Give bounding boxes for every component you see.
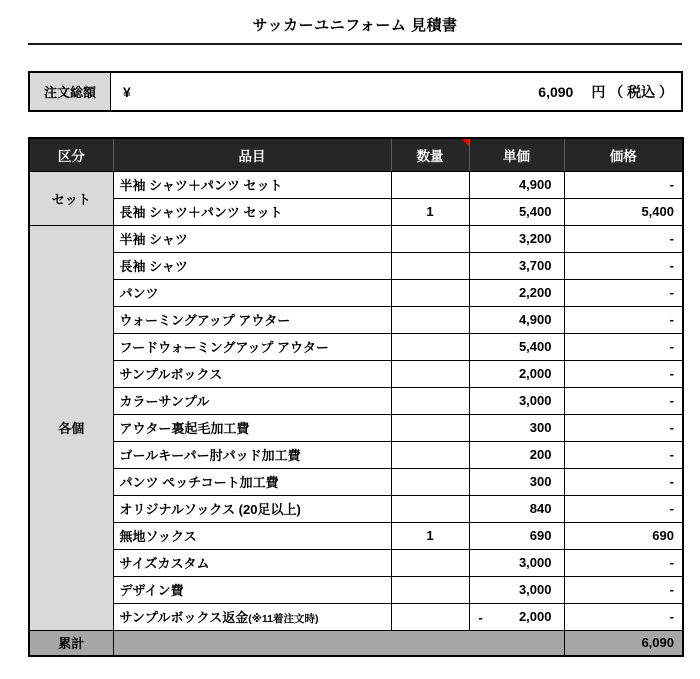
item-name-cell: パンツ: [113, 279, 391, 306]
table-row: [29, 414, 683, 441]
table-row: [29, 333, 683, 360]
quantity-cell[interactable]: [391, 549, 469, 576]
column-header-quantity: 数量: [391, 138, 469, 171]
price-cell: -: [564, 495, 683, 522]
price-cell: -: [564, 549, 683, 576]
unit-price-cell: 3,200: [469, 225, 564, 252]
unit-price-cell: 3,000: [469, 576, 564, 603]
price-cell: -: [564, 279, 683, 306]
quantity-cell[interactable]: [391, 252, 469, 279]
table-row: [29, 360, 683, 387]
item-name-cell: サンプルボックス: [113, 360, 391, 387]
table-row: [29, 171, 683, 198]
column-header-unit-price: 単価: [469, 138, 564, 171]
column-header-price: 価格: [564, 138, 683, 171]
unit-price-cell: 5,400: [469, 198, 564, 225]
price-cell: -: [564, 171, 683, 198]
grand-total-row: [29, 630, 683, 656]
table-row: [29, 279, 683, 306]
category-cell: セット: [29, 171, 113, 225]
quantity-cell[interactable]: [391, 333, 469, 360]
grand-total-label: 累計: [29, 630, 113, 656]
unit-price-cell: 300: [469, 414, 564, 441]
item-name-cell: 長袖 シャツ＋パンツ セット: [113, 198, 391, 225]
price-cell: -: [564, 441, 683, 468]
unit-price-cell: 4,900: [469, 171, 564, 198]
item-name-cell: アウター裏起毛加工費: [113, 414, 391, 441]
column-header-category: 区分: [29, 138, 113, 171]
price-cell: -: [564, 225, 683, 252]
item-name-cell: 半袖 シャツ: [113, 225, 391, 252]
unit-price-cell: 200: [469, 441, 564, 468]
price-cell: -: [564, 603, 683, 630]
item-name-cell: 無地ソックス: [113, 522, 391, 549]
page-title: サッカーユニフォーム 見積書: [252, 17, 458, 34]
table-row: [29, 441, 683, 468]
unit-price-cell: 300: [469, 468, 564, 495]
table-row: [29, 387, 683, 414]
table-row: [29, 468, 683, 495]
order-total-unit: 円 （ 税込 ）: [591, 83, 673, 100]
order-total-label: 注文総額: [30, 73, 111, 110]
price-cell: -: [564, 333, 683, 360]
category-cell: 各個: [29, 225, 113, 630]
quantity-cell[interactable]: 1: [391, 522, 469, 549]
quantity-cell[interactable]: [391, 576, 469, 603]
price-cell: -: [564, 360, 683, 387]
table-row: [29, 522, 683, 549]
quantity-cell[interactable]: [391, 441, 469, 468]
item-name-cell: 半袖 シャツ＋パンツ セット: [113, 171, 391, 198]
order-total-amount: 6,090: [538, 83, 574, 100]
quantity-cell[interactable]: [391, 225, 469, 252]
item-name-cell: デザイン費: [113, 576, 391, 603]
table-row: [29, 225, 683, 252]
table-row: [29, 252, 683, 279]
table-row: [29, 306, 683, 333]
quantity-cell[interactable]: [391, 603, 469, 630]
unit-price-cell: 840: [469, 495, 564, 522]
order-total-box: [28, 71, 683, 112]
currency-symbol: ¥: [123, 83, 131, 100]
item-name-cell: カラーサンプル: [113, 387, 391, 414]
table-row: [29, 495, 683, 522]
comment-indicator-icon: [462, 139, 469, 146]
unit-price-cell: - 2,000: [469, 603, 564, 630]
quantity-cell[interactable]: [391, 468, 469, 495]
item-name-cell: サンプルボックス返金(※11着注文時): [113, 603, 391, 630]
quote-table: [28, 137, 684, 657]
unit-price-cell: 690: [469, 522, 564, 549]
quantity-cell[interactable]: [391, 279, 469, 306]
item-name-cell: サイズカスタム: [113, 549, 391, 576]
quantity-cell[interactable]: [391, 360, 469, 387]
quantity-cell[interactable]: [391, 171, 469, 198]
quantity-cell[interactable]: [391, 387, 469, 414]
table-row: [29, 576, 683, 603]
unit-price-cell: 3,700: [469, 252, 564, 279]
price-cell: 5,400: [564, 198, 683, 225]
table-row: [29, 198, 683, 225]
title-underline: [28, 43, 682, 45]
price-cell: -: [564, 468, 683, 495]
unit-price-cell: 2,000: [469, 360, 564, 387]
minus-sign: -: [478, 609, 483, 625]
price-cell: -: [564, 252, 683, 279]
price-cell: -: [564, 576, 683, 603]
item-name-cell: ゴールキーパー肘パッド加工費: [113, 441, 391, 468]
table-header-row: [29, 138, 683, 171]
grand-total-spacer: [113, 630, 564, 656]
unit-price-cell: 3,000: [469, 549, 564, 576]
unit-price-cell: 2,200: [469, 279, 564, 306]
unit-price-cell: 3,000: [469, 387, 564, 414]
item-name-cell: 長袖 シャツ: [113, 252, 391, 279]
price-cell: -: [564, 387, 683, 414]
order-total-value-cell: [111, 73, 681, 110]
price-cell: 690: [564, 522, 683, 549]
price-cell: -: [564, 306, 683, 333]
item-name-cell: オリジナルソックス (20足以上): [113, 495, 391, 522]
table-row: [29, 603, 683, 630]
unit-price-cell: 4,900: [469, 306, 564, 333]
grand-total-value: 6,090: [564, 630, 683, 656]
column-header-item: 品目: [113, 138, 391, 171]
item-name-cell: パンツ ペッチコート加工費: [113, 468, 391, 495]
price-cell: -: [564, 414, 683, 441]
unit-price-cell: 5,400: [469, 333, 564, 360]
item-name-cell: フードウォーミングアップ アウター: [113, 333, 391, 360]
item-note: (※11着注文時): [248, 613, 319, 625]
quantity-cell[interactable]: [391, 306, 469, 333]
item-name-cell: ウォーミングアップ アウター: [113, 306, 391, 333]
quantity-cell[interactable]: 1: [391, 198, 469, 225]
table-row: [29, 549, 683, 576]
quantity-cell[interactable]: [391, 414, 469, 441]
quote-table-body: [29, 171, 683, 656]
quantity-cell[interactable]: [391, 495, 469, 522]
